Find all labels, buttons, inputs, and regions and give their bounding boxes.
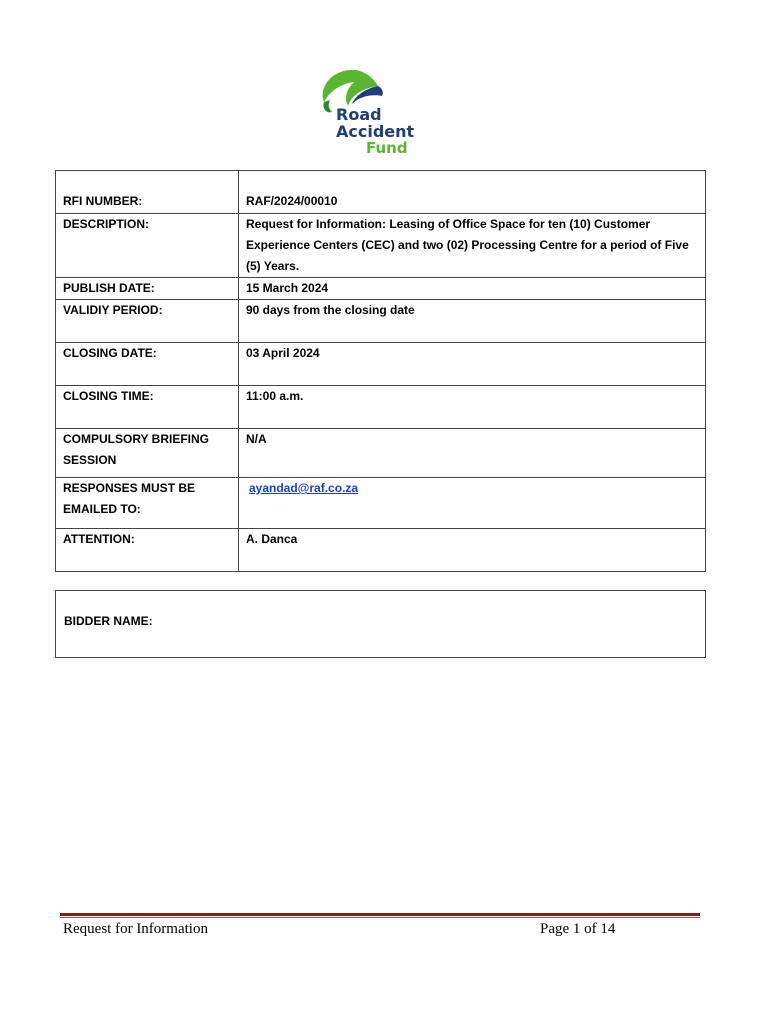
table-row bbox=[56, 171, 706, 214]
table-row bbox=[56, 214, 706, 278]
closing-date-value: 03 April 2024 bbox=[239, 343, 706, 386]
description-value: Request for Information: Leasing of Office Space for ten (10) Customer Experience Centers (CEC) and two (02) Processing Centre for a period of Five (5) Years. bbox=[239, 214, 706, 278]
rfi-number-value: RAF/2024/00010 bbox=[239, 171, 706, 214]
footer-page-number: Page 1 of 14 bbox=[540, 921, 616, 937]
rfi-number-label: RFI NUMBER: bbox=[56, 171, 239, 214]
closing-time-label: CLOSING TIME: bbox=[56, 386, 239, 429]
table-row bbox=[56, 278, 706, 300]
footer-document-title: Request for Information bbox=[63, 921, 208, 937]
responses-email-cell bbox=[239, 478, 706, 529]
briefing-session-label: COMPULSORY BRIEFING SESSION bbox=[56, 429, 239, 478]
responses-email-link[interactable]: ayandad@raf.co.za bbox=[249, 481, 359, 495]
validity-period-value: 90 days from the closing date bbox=[239, 300, 706, 343]
bidder-name-label: BIDDER NAME: bbox=[64, 614, 153, 628]
rfi-details-table bbox=[55, 170, 706, 572]
table-row bbox=[56, 386, 706, 429]
footer-divider bbox=[60, 913, 700, 916]
table-row bbox=[56, 529, 706, 572]
bidder-name-box bbox=[55, 590, 706, 658]
publish-date-label: PUBLISH DATE: bbox=[56, 278, 239, 300]
table-row bbox=[56, 343, 706, 386]
logo-text-road: Road bbox=[336, 105, 382, 124]
attention-value: A. Danca bbox=[239, 529, 706, 572]
table-row bbox=[56, 478, 706, 529]
table-row bbox=[56, 429, 706, 478]
attention-label: ATTENTION: bbox=[56, 529, 239, 572]
briefing-session-value: N/A bbox=[239, 429, 706, 478]
road-accident-fund-logo bbox=[316, 66, 416, 158]
logo-text-fund: Fund bbox=[366, 139, 408, 157]
logo-text-accident: Accident bbox=[336, 122, 415, 141]
table-row bbox=[56, 300, 706, 343]
footer-divider-thin bbox=[60, 917, 700, 918]
publish-date-value: 15 March 2024 bbox=[239, 278, 706, 300]
closing-date-label: CLOSING DATE: bbox=[56, 343, 239, 386]
validity-period-label: VALIDIY PERIOD: bbox=[56, 300, 239, 343]
closing-time-value: 11:00 a.m. bbox=[239, 386, 706, 429]
responses-email-label: RESPONSES MUST BE EMAILED TO: bbox=[56, 478, 239, 529]
description-label: DESCRIPTION: bbox=[56, 214, 239, 278]
